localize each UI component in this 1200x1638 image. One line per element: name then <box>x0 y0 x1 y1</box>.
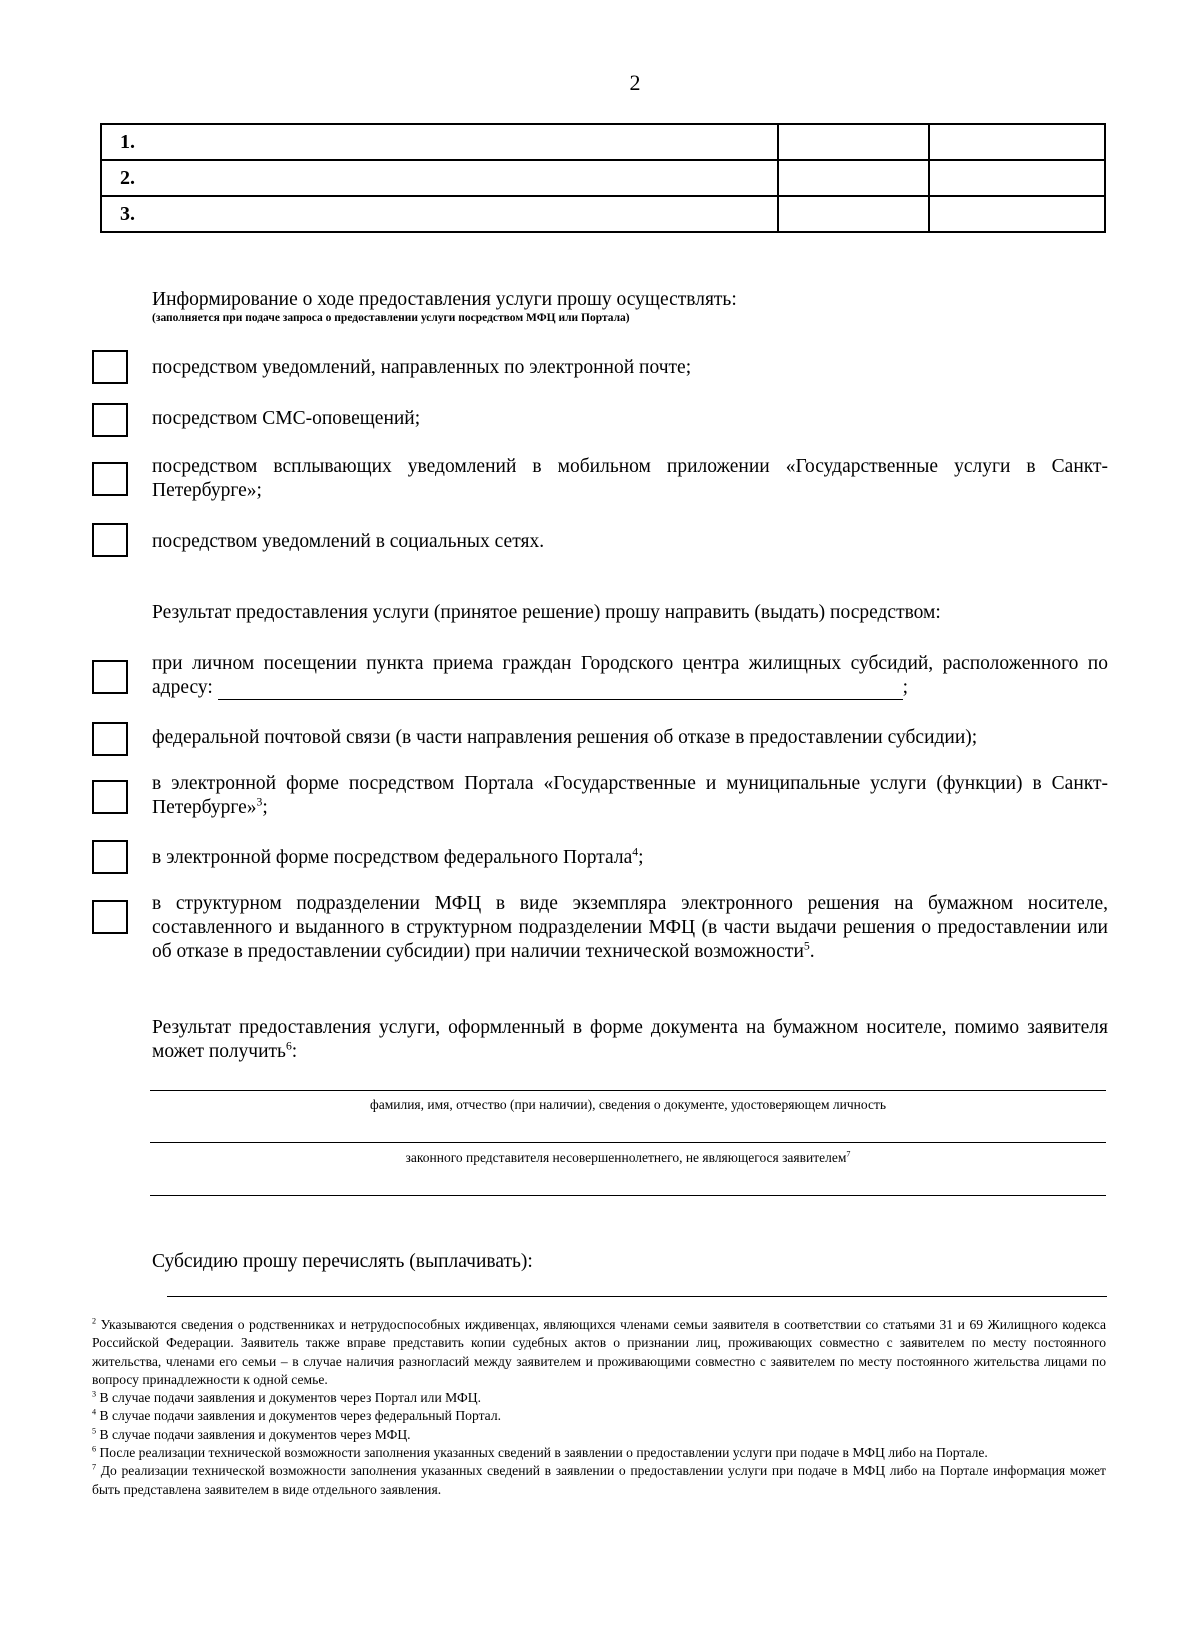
table-cell[interactable] <box>778 196 929 232</box>
option-federal-portal <box>152 846 1108 870</box>
footnote-separator <box>167 1296 1107 1297</box>
option-personal-visit-text: при личном посещении пункта приема граждан Городского центра жилищных субсидий, расположенного по адресу: <box>152 653 1108 698</box>
option-regional-portal <box>152 772 1108 820</box>
address-field[interactable] <box>218 681 903 700</box>
footnote-ref: 5 <box>803 939 810 953</box>
table-row <box>101 124 1105 160</box>
punctuation: ; <box>262 797 268 818</box>
checkbox-post[interactable] <box>92 722 128 756</box>
row-number[interactable]: 1. <box>101 124 778 160</box>
footnote-mark: 7 <box>92 1462 97 1472</box>
punctuation: ; <box>902 677 909 698</box>
recipient-name-caption: фамилия, имя, отчество (при наличии), сведения о документе, удостоверяющем личность <box>369 1097 887 1112</box>
table-row <box>101 196 1105 232</box>
footnote-mark: 4 <box>92 1407 97 1417</box>
inform-heading: Информирование о ходе предоставления услуги прошу осуществлять: <box>152 289 737 310</box>
checkbox-mobile-app[interactable] <box>92 462 128 496</box>
table-cell[interactable] <box>778 160 929 196</box>
punctuation: . <box>809 941 815 962</box>
checkbox-email[interactable] <box>92 350 128 384</box>
result-heading: Результат предоставления услуги (принятое решение) прошу направить (выдать) посредством: <box>152 602 941 623</box>
footnote-text: До реализации технической возможности заполнения указанных сведений в заявлении о предоставлении услуги при подаче в МФЦ либо на Портале информация может быть представлена заявителем в виде отдельного заявления. <box>92 1463 1106 1497</box>
paper-recipient-label: Результат предоставления услуги, оформленный в форме документа на бумажном носителе, помимо заявителя может получить <box>152 1017 1108 1062</box>
option-federal-portal-text: в электронной форме посредством федерального Портала <box>152 847 633 868</box>
table-cell[interactable] <box>929 124 1105 160</box>
footnote-mark: 2 <box>92 1316 97 1326</box>
footnote-mark: 5 <box>92 1426 97 1436</box>
subsidy-heading: Субсидию прошу перечислять (выплачивать): <box>152 1251 533 1272</box>
checkbox-social[interactable] <box>92 523 128 557</box>
punctuation: ; <box>638 847 644 868</box>
checkbox-sms[interactable] <box>92 403 128 437</box>
checkbox-regional-portal[interactable] <box>92 780 128 814</box>
footnote <box>92 1444 1106 1462</box>
footnote-mark: 3 <box>92 1389 97 1399</box>
page-number: 2 <box>629 70 641 95</box>
footnote-text: В случае подачи заявления и документов через Портал или МФЦ. <box>99 1390 481 1406</box>
option-social: посредством уведомлений в социальных сетях. <box>152 531 545 552</box>
inform-note: (заполняется при подаче запроса о предоставлении услуги посредством МФЦ или Портала) <box>152 312 630 324</box>
option-mobile-app: посредством всплывающих уведомлений в мобильном приложении «Государственные услуги в Санкт-Петербурге»; <box>152 456 1108 501</box>
footnote-mark: 6 <box>92 1444 97 1454</box>
option-email: посредством уведомлений, направленных по электронной почте; <box>152 357 692 378</box>
footnote <box>92 1316 1106 1389</box>
recipient-extra-field[interactable] <box>150 1195 1106 1196</box>
option-post: федеральной почтовой связи (в части направления решения об отказе в предоставлении субсидии); <box>152 727 978 748</box>
table-cell[interactable] <box>929 160 1105 196</box>
recipient-representative-caption <box>150 1150 1106 1166</box>
option-mfc <box>152 892 1108 964</box>
option-personal-visit <box>152 652 1108 700</box>
footnote-ref: 6 <box>285 1039 292 1053</box>
footnote-text: Указываются сведения о родственниках и нетрудоспособных иждивенцах, являющихся членами семьи заявителя в соответствии со статьями 31 и 69 Жилищного кодекса Российской Федерации. Заявитель также вправе представить копии судебных актов о признании лиц, проживающих совместно с заявителем по месту постоянного жительства, членами его семьи – в случае наличия разногласий между заявителем и проживающими совместно с заявителем по месту постоянного жительства лицами по вопросу принадлежности к одной семье. <box>92 1317 1106 1387</box>
table-cell[interactable] <box>778 124 929 160</box>
checkbox-personal-visit[interactable] <box>92 660 128 694</box>
footnotes <box>92 1316 1106 1499</box>
footnote <box>92 1407 1106 1425</box>
row-number[interactable]: 2. <box>101 160 778 196</box>
table-cell[interactable] <box>929 196 1105 232</box>
caption-text: законного представителя несовершеннолетнего, не являющегося заявителем <box>405 1150 847 1165</box>
option-sms: посредством СМС-оповещений; <box>152 408 421 429</box>
punctuation: : <box>291 1041 298 1062</box>
option-mfc-text: в структурном подразделении МФЦ в виде экземпляра электронного решения на бумажном носителе, составленного и выданного в структурном подразделении МФЦ (в части выдачи решения о предоставлении или об отказе в предоставлении субсидии) при наличии технической возможности <box>152 893 1108 962</box>
row-number[interactable]: 3. <box>101 196 778 232</box>
footnote-ref: 7 <box>846 1149 851 1159</box>
footnote-text: После реализации технической возможности заполнения указанных сведений в заявлении о предоставлении услуги при подаче в МФЦ либо на Портале. <box>99 1445 988 1461</box>
footnote-ref: 3 <box>256 795 263 809</box>
checkbox-federal-portal[interactable] <box>92 840 128 874</box>
footnote-text: В случае подачи заявления и документов через МФЦ. <box>99 1426 411 1442</box>
family-members-table <box>100 123 1106 233</box>
footnote <box>92 1389 1106 1407</box>
footnote-text: В случае подачи заявления и документов через федеральный Портал. <box>99 1408 502 1424</box>
paper-recipient-text <box>152 1016 1108 1064</box>
option-regional-portal-text: в электронной форме посредством Портала «Государственные и муниципальные услуги (функции) в Санкт-Петербурге» <box>152 773 1108 818</box>
footnote <box>92 1426 1106 1444</box>
recipient-name-field[interactable] <box>150 1090 1106 1091</box>
footnote-ref: 4 <box>632 845 639 859</box>
table-row <box>101 160 1105 196</box>
checkbox-mfc[interactable] <box>92 900 128 934</box>
footnote <box>92 1462 1106 1499</box>
recipient-representative-field[interactable] <box>150 1142 1106 1143</box>
